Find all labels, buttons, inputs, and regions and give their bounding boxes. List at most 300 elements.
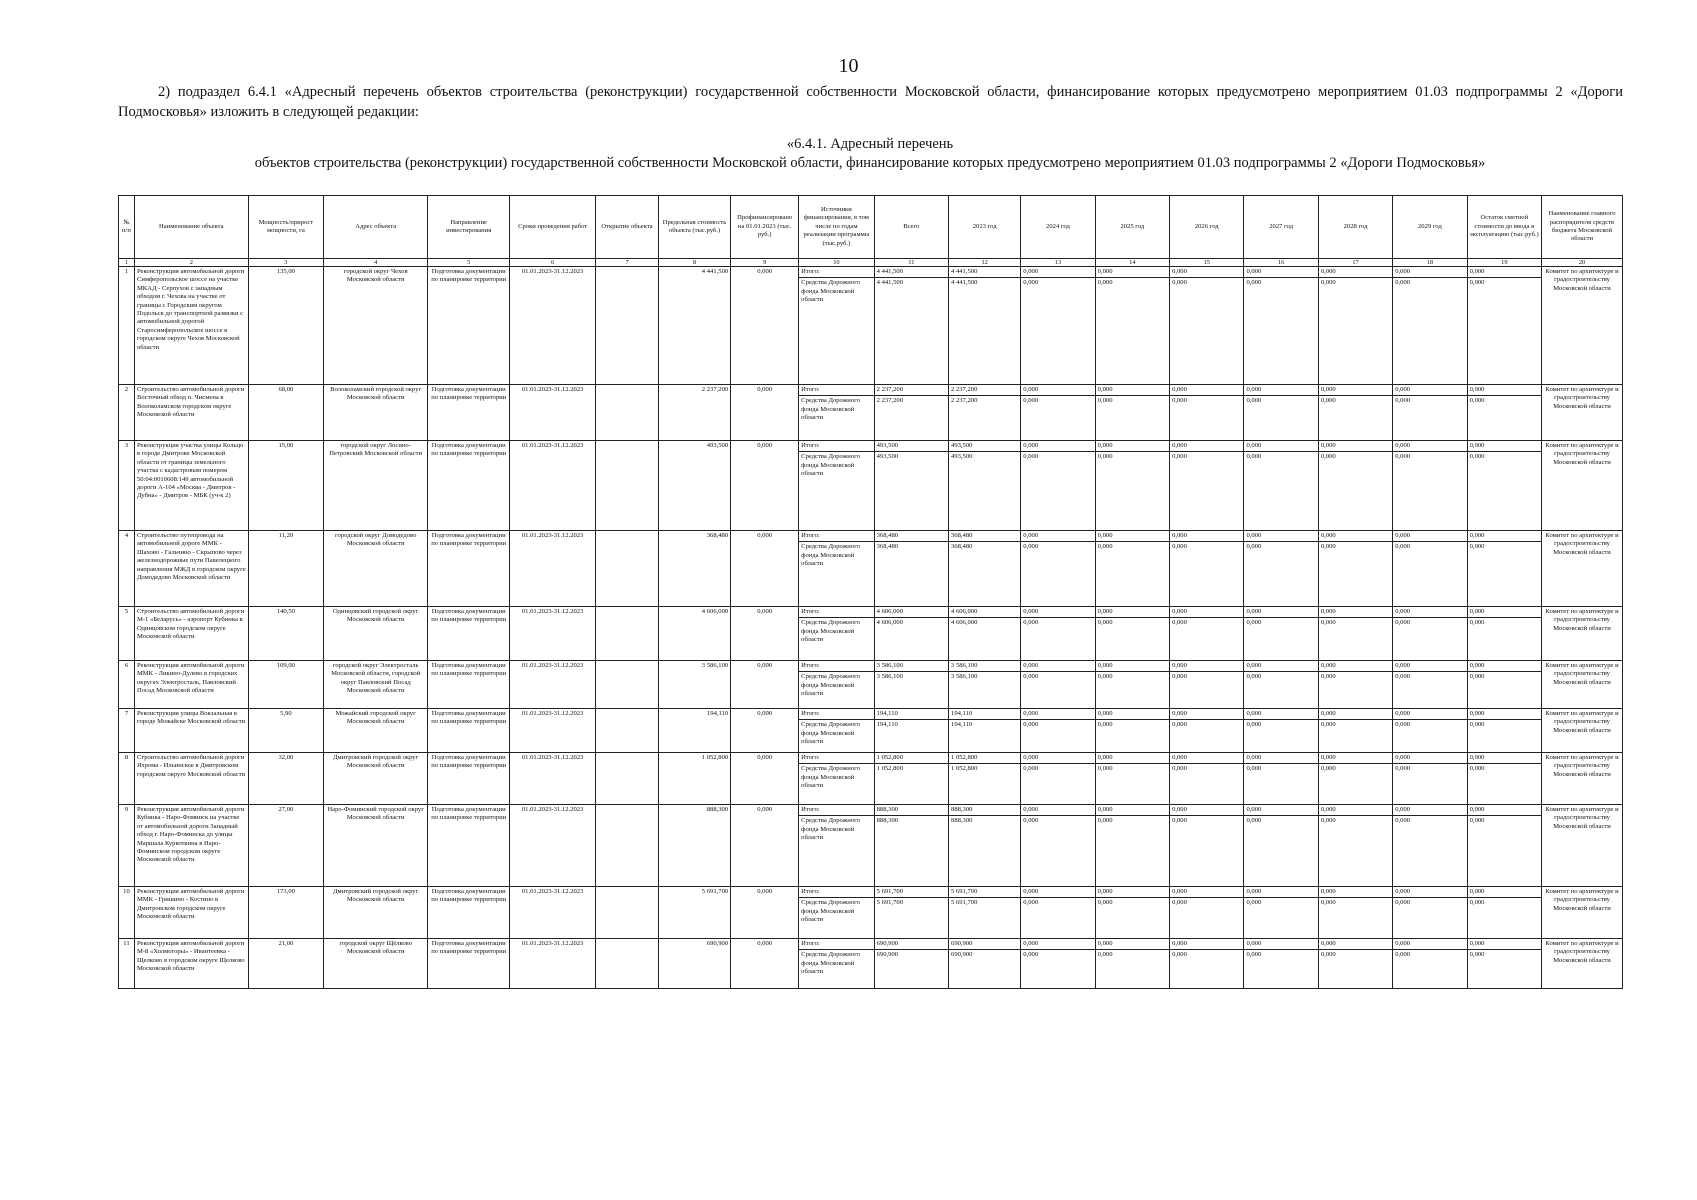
heading-line-1: «6.4.1. Адресный перечень (786, 136, 954, 152)
amount-2025-fund: 0,000 (1096, 671, 1169, 682)
column-number: 14 (1095, 259, 1169, 267)
amount-2024 (1021, 441, 1095, 531)
column-header: № п/п (119, 196, 135, 259)
amount-total-total: 194,110 (876, 710, 898, 717)
funding-source (799, 709, 874, 753)
amount-2027-total: 0,000 (1246, 754, 1262, 761)
amount-2028 (1318, 607, 1392, 661)
amount-2029 (1393, 661, 1467, 709)
source-total-label: Итого: (801, 888, 820, 895)
amount-2029 (1393, 753, 1467, 805)
column-header: Профинансировано на 01.01.2023 (тыс. руб.) (731, 196, 799, 259)
amount-2025-total: 0,000 (1097, 940, 1113, 947)
column-number: 19 (1467, 259, 1541, 267)
amount-remaining-total: 0,000 (1469, 608, 1485, 615)
amount-2023-fund: 194,110 (949, 719, 1020, 730)
amount-2023-fund: 4 441,500 (949, 277, 1020, 288)
amount-2029-total: 0,000 (1395, 442, 1411, 449)
amount-2026 (1170, 385, 1244, 441)
amount-2023-fund: 2 237,200 (949, 395, 1020, 406)
amount-2026-fund: 0,000 (1170, 815, 1243, 826)
amount-remaining-total: 0,000 (1469, 888, 1485, 895)
object-address: городской округ Домодедово Московской области (324, 531, 428, 607)
amount-total-fund: 3 586,100 (875, 671, 948, 682)
amount-2025-fund: 0,000 (1096, 277, 1169, 288)
funding-source (799, 441, 874, 531)
amount-2025-fund: 0,000 (1096, 815, 1169, 826)
amount-2024-total: 0,000 (1023, 386, 1039, 393)
column-number: 2 (134, 259, 248, 267)
capacity-value: 5,90 (248, 709, 323, 753)
financed-value: 0,000 (731, 385, 799, 441)
cost-limit: 368,480 (658, 531, 730, 607)
column-number: 20 (1542, 259, 1623, 267)
object-address: городской округ Щёлково Московской области (324, 939, 428, 989)
investment-direction: Подготовка документации по планировке территории (428, 887, 510, 939)
amount-2025 (1095, 805, 1169, 887)
amount-2029-total: 0,000 (1395, 532, 1411, 539)
funding-source (799, 385, 874, 441)
amount-2025 (1095, 607, 1169, 661)
amount-remaining-fund: 0,000 (1468, 949, 1541, 960)
column-header: Наименование главного распорядителя средств бюджета Московской области (1542, 196, 1623, 259)
funding-source (799, 267, 874, 385)
amount-2028-total: 0,000 (1320, 442, 1336, 449)
amount-total (874, 805, 948, 887)
amount-2029 (1393, 531, 1467, 607)
amount-2024-fund: 0,000 (1021, 617, 1094, 628)
column-header: Открытие объекта (596, 196, 659, 259)
source-fund-label: Средства Дорожного фонда Московской области (799, 617, 873, 645)
amount-2028 (1318, 709, 1392, 753)
amount-2027-total: 0,000 (1246, 386, 1262, 393)
object-name: Реконструкция участка улицы Кольцо в городе Дмитрове Московской области от границы земельного участка с кадастровым номером 50:04:0010608:149 автомобильной дороги А-104 «Москва - Дмитров - Дубна» - Дмитров - МБК (уч-к 2) (134, 441, 248, 531)
row-number: 5 (119, 607, 135, 661)
object-name: Строительство автомобильной дороги Восточный обход п. Чисмена в Волоколамском городском округе Московской области (134, 385, 248, 441)
financed-value: 0,000 (731, 887, 799, 939)
amount-2023-total: 194,110 (951, 710, 973, 717)
amount-2026-fund: 0,000 (1170, 541, 1243, 552)
cost-limit: 194,110 (658, 709, 730, 753)
amount-remaining-fund: 0,000 (1468, 395, 1541, 406)
amount-2026 (1170, 753, 1244, 805)
amount-total-fund: 194,110 (875, 719, 948, 730)
row-number: 8 (119, 753, 135, 805)
amount-2029-fund: 0,000 (1393, 815, 1466, 826)
object-opening (596, 661, 659, 709)
amount-2027-fund: 0,000 (1244, 617, 1317, 628)
amount-2027-fund: 0,000 (1244, 815, 1317, 826)
budget-manager: Комитет по архитектуре и градостроительству Московской области (1542, 531, 1623, 607)
amount-2025 (1095, 661, 1169, 709)
amount-2024-total: 0,000 (1023, 268, 1039, 275)
amount-total-fund: 4 441,500 (875, 277, 948, 288)
amount-remaining-total: 0,000 (1469, 662, 1485, 669)
amount-2024 (1021, 887, 1095, 939)
amount-2025 (1095, 939, 1169, 989)
address-list-table (118, 195, 1623, 989)
amount-2025-total: 0,000 (1097, 268, 1113, 275)
column-number: 10 (799, 259, 874, 267)
amount-2028-total: 0,000 (1320, 888, 1336, 895)
amount-remaining-total: 0,000 (1469, 268, 1485, 275)
amount-2027 (1244, 939, 1318, 989)
amount-2028 (1318, 805, 1392, 887)
column-header: 2026 год (1170, 196, 1244, 259)
source-fund-label: Средства Дорожного фонда Московской области (799, 671, 873, 699)
table-header-row (119, 196, 1623, 259)
amount-2027-total: 0,000 (1246, 442, 1262, 449)
amount-2027 (1244, 753, 1318, 805)
table-row (119, 887, 1623, 939)
amount-2025-total: 0,000 (1097, 608, 1113, 615)
column-header: Источники финансирования, в том числе по годам реализации программы (тыс.руб.) (799, 196, 874, 259)
amount-2026-total: 0,000 (1172, 268, 1187, 275)
row-number: 9 (119, 805, 135, 887)
amount-remaining (1467, 661, 1541, 709)
amount-remaining (1467, 709, 1541, 753)
financed-value: 0,000 (731, 607, 799, 661)
budget-manager: Комитет по архитектуре и градостроительству Московской области (1542, 267, 1623, 385)
amount-remaining-fund: 0,000 (1468, 541, 1541, 552)
object-address: городской округ Лосино-Петровский Московской области (324, 441, 428, 531)
source-total-label: Итого: (801, 608, 820, 615)
cost-limit: 2 237,200 (658, 385, 730, 441)
amount-2029 (1393, 805, 1467, 887)
work-period: 01.01.2023-31.12.2023 (510, 939, 596, 989)
amount-2026-total: 0,000 (1172, 608, 1187, 615)
amount-total (874, 441, 948, 531)
funding-source (799, 531, 874, 607)
amount-remaining-fund: 0,000 (1468, 897, 1541, 908)
table-row (119, 805, 1623, 887)
table-row (119, 709, 1623, 753)
table-heading (120, 135, 1620, 173)
amount-2025-total: 0,000 (1097, 662, 1113, 669)
column-header: Предельная стоимость объекта (тыс.руб.) (658, 196, 730, 259)
amount-2027-total: 0,000 (1246, 888, 1262, 895)
investment-direction: Подготовка документации по планировке территории (428, 661, 510, 709)
amount-total-total: 4 441,500 (876, 268, 903, 275)
amount-2026-total: 0,000 (1172, 386, 1187, 393)
amount-2029-total: 0,000 (1395, 268, 1411, 275)
investment-direction: Подготовка документации по планировке территории (428, 939, 510, 989)
amount-2023 (949, 441, 1021, 531)
amount-2028-total: 0,000 (1320, 662, 1336, 669)
amount-2024-total: 0,000 (1023, 442, 1039, 449)
column-header: Наименование объекта (134, 196, 248, 259)
amount-2023-fund: 888,300 (949, 815, 1020, 826)
work-period: 01.01.2023-31.12.2023 (510, 709, 596, 753)
amount-2026 (1170, 661, 1244, 709)
amount-2029 (1393, 607, 1467, 661)
cost-limit: 690,900 (658, 939, 730, 989)
amount-2023 (949, 887, 1021, 939)
amount-2024-total: 0,000 (1023, 608, 1039, 615)
capacity-value: 173,00 (248, 887, 323, 939)
amount-2023-total: 368,480 (951, 532, 973, 539)
amount-2028 (1318, 887, 1392, 939)
amount-2029-fund: 0,000 (1393, 617, 1466, 628)
object-name: Реконструкция автомобильной дороги Кубинка - Наро-Фоминск на участке от автомобильной дороги Западный обход г. Наро-Фоминска до улицы Маршала Куркоткина в Наро-Фоминском городском округе Московской области (134, 805, 248, 887)
amount-2026-total: 0,000 (1172, 754, 1187, 761)
capacity-value: 15,00 (248, 441, 323, 531)
amount-2027-fund: 0,000 (1244, 763, 1317, 774)
amount-2024 (1021, 267, 1095, 385)
column-header: Мощность/прирост мощности, га (248, 196, 323, 259)
amount-total-fund: 368,480 (875, 541, 948, 552)
amount-remaining (1467, 939, 1541, 989)
amount-2027 (1244, 267, 1318, 385)
table-row (119, 939, 1623, 989)
amount-2025-total: 0,000 (1097, 806, 1113, 813)
table-row (119, 607, 1623, 661)
amount-2023 (949, 531, 1021, 607)
amount-total-total: 1 052,800 (876, 754, 903, 761)
amount-2027-fund: 0,000 (1244, 949, 1317, 960)
capacity-value: 135,00 (248, 267, 323, 385)
amount-2027-fund: 0,000 (1244, 541, 1317, 552)
amount-2026-fund: 0,000 (1170, 277, 1243, 288)
amount-2023 (949, 939, 1021, 989)
amount-2028-total: 0,000 (1320, 532, 1336, 539)
column-number: 3 (248, 259, 323, 267)
amount-2024 (1021, 709, 1095, 753)
amount-2028-total: 0,000 (1320, 608, 1336, 615)
cost-limit: 5 691,700 (658, 887, 730, 939)
amount-2029-total: 0,000 (1395, 710, 1411, 717)
amount-2028 (1318, 661, 1392, 709)
amount-2029 (1393, 385, 1467, 441)
column-number: 12 (949, 259, 1021, 267)
amount-2026 (1170, 267, 1244, 385)
amount-2023-total: 3 586,100 (951, 662, 978, 669)
amount-2028-total: 0,000 (1320, 710, 1336, 717)
amount-2029 (1393, 887, 1467, 939)
amount-2023 (949, 267, 1021, 385)
amount-2023-total: 4 441,500 (951, 268, 978, 275)
amount-2028-fund: 0,000 (1319, 719, 1392, 730)
object-opening (596, 805, 659, 887)
amount-total (874, 531, 948, 607)
column-number: 16 (1244, 259, 1318, 267)
row-number: 3 (119, 441, 135, 531)
budget-manager: Комитет по архитектуре и градостроительству Московской области (1542, 607, 1623, 661)
amount-remaining-total: 0,000 (1469, 442, 1485, 449)
object-address: Волоколамский городской округ Московской области (324, 385, 428, 441)
amount-2023-fund: 368,480 (949, 541, 1020, 552)
amount-2023 (949, 753, 1021, 805)
amount-total-fund: 888,300 (875, 815, 948, 826)
amount-2029 (1393, 267, 1467, 385)
amount-total (874, 267, 948, 385)
funding-source (799, 805, 874, 887)
cost-limit: 4 606,000 (658, 607, 730, 661)
object-address: Можайский городской округ Московской области (324, 709, 428, 753)
amount-remaining-total: 0,000 (1469, 710, 1485, 717)
amount-2027-fund: 0,000 (1244, 395, 1317, 406)
amount-2024 (1021, 385, 1095, 441)
amount-total (874, 385, 948, 441)
row-number: 11 (119, 939, 135, 989)
capacity-value: 32,00 (248, 753, 323, 805)
amount-total-fund: 4 606,000 (875, 617, 948, 628)
object-address: Наро-Фоминский городской округ Московской области (324, 805, 428, 887)
funding-source (799, 661, 874, 709)
amount-2024-fund: 0,000 (1021, 671, 1094, 682)
source-fund-label: Средства Дорожного фонда Московской области (799, 719, 873, 747)
table-row (119, 385, 1623, 441)
amount-2024-fund: 0,000 (1021, 763, 1094, 774)
amount-2024-fund: 0,000 (1021, 719, 1094, 730)
amount-remaining (1467, 385, 1541, 441)
row-number: 4 (119, 531, 135, 607)
object-opening (596, 753, 659, 805)
amount-remaining-fund: 0,000 (1468, 451, 1541, 462)
amount-remaining-total: 0,000 (1469, 940, 1485, 947)
capacity-value: 27,00 (248, 805, 323, 887)
amount-remaining (1467, 441, 1541, 531)
source-total-label: Итого: (801, 662, 820, 669)
object-opening (596, 441, 659, 531)
amount-2028-fund: 0,000 (1319, 395, 1392, 406)
amount-2023 (949, 805, 1021, 887)
amount-2027-fund: 0,000 (1244, 719, 1317, 730)
amount-total-total: 3 586,100 (876, 662, 903, 669)
amount-2023-total: 5 691,700 (951, 888, 978, 895)
object-opening (596, 607, 659, 661)
amount-2026-fund: 0,000 (1170, 617, 1243, 628)
amount-2024-total: 0,000 (1023, 940, 1039, 947)
amount-total-fund: 690,900 (875, 949, 948, 960)
amount-2029 (1393, 939, 1467, 989)
amount-2026 (1170, 441, 1244, 531)
source-fund-label: Средства Дорожного фонда Московской области (799, 815, 873, 843)
object-name: Реконструкция автомобильной дороги М-8 «Холмогоры» - Ивантеевка - Щелково в городском округе Щелково Московской области (134, 939, 248, 989)
budget-manager: Комитет по архитектуре и градостроительству Московской области (1542, 753, 1623, 805)
amount-remaining-fund: 0,000 (1468, 617, 1541, 628)
amount-2024-total: 0,000 (1023, 662, 1039, 669)
amount-2029-total: 0,000 (1395, 662, 1411, 669)
amount-2028 (1318, 531, 1392, 607)
amount-2027-fund: 0,000 (1244, 671, 1317, 682)
amount-2029-fund: 0,000 (1393, 763, 1466, 774)
amount-2026-total: 0,000 (1172, 532, 1187, 539)
amount-2025-fund: 0,000 (1096, 395, 1169, 406)
amount-2025-total: 0,000 (1097, 754, 1113, 761)
column-number: 13 (1021, 259, 1095, 267)
column-header: Адрес объекта (324, 196, 428, 259)
column-number: 15 (1170, 259, 1244, 267)
column-header: Остаток сметной стоимости до ввода в эксплуатацию (тыс.руб.) (1467, 196, 1541, 259)
amount-total-total: 2 237,200 (876, 386, 903, 393)
amount-2028 (1318, 441, 1392, 531)
object-name: Реконструкция улицы Вокзальная в городе Можайске Московской области (134, 709, 248, 753)
amount-2027 (1244, 709, 1318, 753)
capacity-value: 21,00 (248, 939, 323, 989)
amount-remaining (1467, 805, 1541, 887)
amount-total-total: 5 691,700 (876, 888, 903, 895)
amount-2026-fund: 0,000 (1170, 763, 1243, 774)
table-row (119, 441, 1623, 531)
column-number: 7 (596, 259, 659, 267)
amount-2024-total: 0,000 (1023, 806, 1039, 813)
table-row (119, 267, 1623, 385)
capacity-value: 140,50 (248, 607, 323, 661)
amount-remaining (1467, 531, 1541, 607)
column-number: 17 (1318, 259, 1392, 267)
table-row (119, 531, 1623, 607)
amount-2027-total: 0,000 (1246, 662, 1262, 669)
amount-2028 (1318, 267, 1392, 385)
amount-2028-fund: 0,000 (1319, 897, 1392, 908)
work-period: 01.01.2023-31.12.2023 (510, 441, 596, 531)
amount-remaining-fund: 0,000 (1468, 763, 1541, 774)
amount-remaining-total: 0,000 (1469, 806, 1485, 813)
source-fund-label: Средства Дорожного фонда Московской области (799, 897, 873, 925)
investment-direction: Подготовка документации по планировке территории (428, 753, 510, 805)
amount-2024 (1021, 753, 1095, 805)
investment-direction: Подготовка документации по планировке территории (428, 607, 510, 661)
amount-2024 (1021, 805, 1095, 887)
amount-2028 (1318, 385, 1392, 441)
cost-limit: 3 586,100 (658, 661, 730, 709)
column-number: 8 (658, 259, 730, 267)
amount-2025-fund: 0,000 (1096, 719, 1169, 730)
financed-value: 0,000 (731, 805, 799, 887)
amount-2026-fund: 0,000 (1170, 395, 1243, 406)
amount-2027-total: 0,000 (1246, 268, 1262, 275)
cost-limit: 888,300 (658, 805, 730, 887)
amount-remaining-fund: 0,000 (1468, 671, 1541, 682)
amount-2029-fund: 0,000 (1393, 451, 1466, 462)
amount-2023-total: 888,300 (951, 806, 973, 813)
amount-remaining-total: 0,000 (1469, 386, 1485, 393)
amount-2023 (949, 385, 1021, 441)
amount-2029-fund: 0,000 (1393, 541, 1466, 552)
amount-2029-total: 0,000 (1395, 608, 1411, 615)
amount-2026-fund: 0,000 (1170, 671, 1243, 682)
column-header: 2027 год (1244, 196, 1318, 259)
amount-2024 (1021, 661, 1095, 709)
object-name: Строительство автомобильной дороги Яхрома - Ильинское в Дмитровском городском округе Московской области (134, 753, 248, 805)
amount-2028-total: 0,000 (1320, 754, 1336, 761)
amount-2024 (1021, 531, 1095, 607)
amount-total-total: 690,900 (876, 940, 899, 947)
amount-2026 (1170, 887, 1244, 939)
amount-remaining (1467, 267, 1541, 385)
cost-limit: 1 052,800 (658, 753, 730, 805)
amount-2025 (1095, 441, 1169, 531)
amount-total (874, 709, 948, 753)
amount-2029-fund: 0,000 (1393, 395, 1466, 406)
budget-manager: Комитет по архитектуре и градостроительству Московской области (1542, 441, 1623, 531)
cost-limit: 4 441,500 (658, 267, 730, 385)
amount-2026-total: 0,000 (1172, 710, 1187, 717)
object-opening (596, 709, 659, 753)
object-opening (596, 531, 659, 607)
source-total-label: Итого: (801, 710, 820, 717)
amount-remaining-total: 0,000 (1469, 532, 1485, 539)
amount-2026-total: 0,000 (1172, 888, 1187, 895)
work-period: 01.01.2023-31.12.2023 (510, 267, 596, 385)
column-header: 2025 год (1095, 196, 1169, 259)
column-header: 2024 год (1021, 196, 1095, 259)
budget-manager: Комитет по архитектуре и градостроительству Московской области (1542, 385, 1623, 441)
amount-2025 (1095, 267, 1169, 385)
object-address: городской округ Чехов Московской области (324, 267, 428, 385)
amount-2028-fund: 0,000 (1319, 541, 1392, 552)
